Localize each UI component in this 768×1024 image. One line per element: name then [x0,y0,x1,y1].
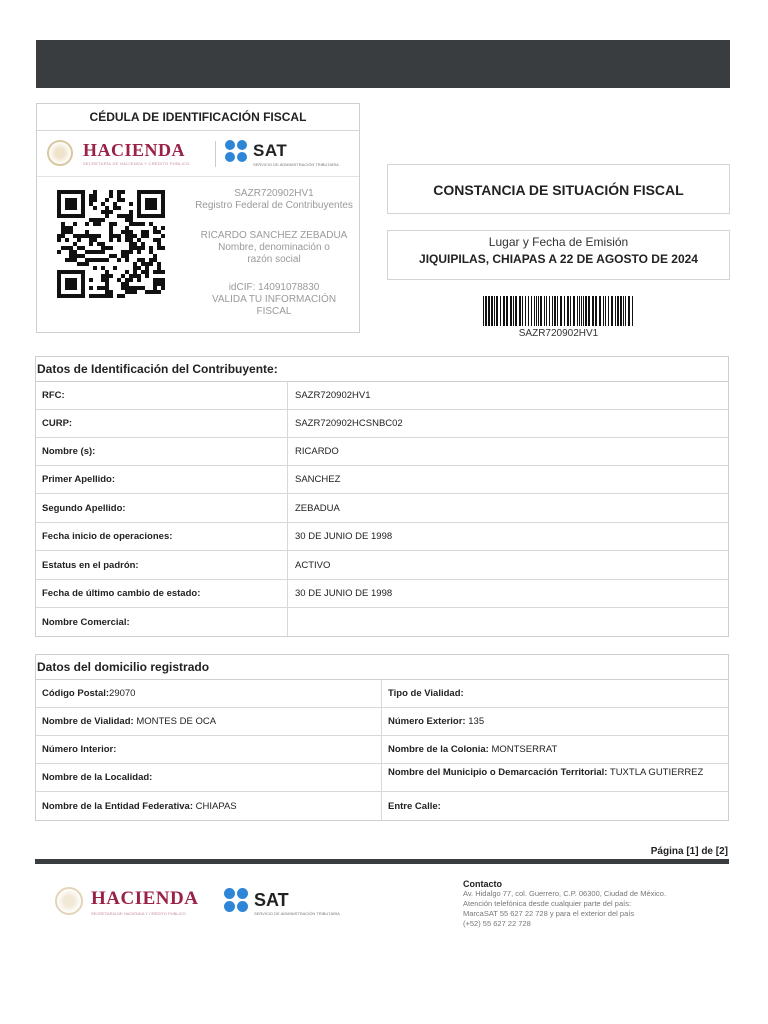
sat-logo: SAT [253,141,288,160]
field-value: 30 DE JUNIO DE 1998 [295,531,393,542]
footer-sat-logo: SAT [254,890,289,910]
colonia-value: MONTSERRAT [491,744,558,755]
footer-hacienda-seal-icon [55,887,83,915]
field-label: Nombre (s): [36,438,288,465]
table-row [36,551,728,580]
vialidad-cell [36,708,382,735]
table-row [36,438,728,466]
field-value [288,608,728,636]
sat-logo-subtitle: SERVICIO DE ADMINISTRACIÓN TRIBUTARIA [253,162,339,167]
table-row [36,736,728,764]
hacienda-logo-subtitle: SECRETARÍA DE HACIENDA Y CRÉDITO PÚBLICO [83,161,190,166]
num-ext-label: Número Exterior: [388,716,466,727]
top-header-bar [36,40,730,88]
colonia-label: Nombre de la Colonia: [388,744,489,755]
lugar-label: Lugar y Fecha de Emisión [488,235,629,249]
sat-dots-icon [225,140,247,162]
lugar-value: JIQUIPILAS, CHIAPAS A 22 DE AGOSTO DE 2024 [419,252,698,266]
qr-code-icon [57,190,165,298]
num-int-label: Número Interior: [42,744,117,755]
contacto-line: MarcaSAT 55 627 22 728 y para el exterior del país [463,909,635,918]
municipio-label: Nombre del Municipio o Demarcación Territorial: [388,767,608,778]
localidad-cell [36,764,382,791]
field-value: ACTIVO [295,559,331,571]
contacto-line: Atención telefónica desde cualquier parte del país: [463,899,632,908]
cedula-identificacion-fiscal [36,103,360,333]
cp-label: Código Postal: [42,688,110,699]
footer-hacienda-subtitle: SECRETARÍA DE HACIENDA Y CRÉDITO PÚBLICO [91,911,186,916]
field-value: RICARDO [295,446,339,457]
table-row [36,792,728,820]
lugar-fecha-box [387,230,730,280]
cedula-rfc-label: Registro Federal de Contribuyentes [195,200,353,211]
barcode-icon [483,296,634,326]
table-row [36,608,728,636]
cp-cell [36,680,382,707]
logo-divider [215,141,216,167]
field-label: RFC: [36,382,288,409]
municipio-cell [382,764,728,791]
vialidad-value: MONTES DE OCA [136,716,217,727]
num-ext-value: 135 [468,716,485,727]
cedula-idcif: idCIF: 14091078830 [228,282,320,293]
field-value: 30 DE JUNIO DE 1998 [295,588,393,599]
field-label: Nombre Comercial: [36,608,288,636]
cedula-rfc: SAZR720902HV1 [234,188,314,199]
table-row [36,410,728,438]
entre-calle-label: Entre Calle: [388,800,441,812]
hacienda-seal-icon [47,140,73,166]
entidad-value: CHIAPAS [195,800,237,812]
table-row [36,580,728,608]
num-ext-cell [382,708,728,735]
num-int-cell [36,736,382,763]
table-row [36,466,728,494]
entidad-label: Nombre de la Entidad Federativa: [42,800,193,812]
cedula-valida: VALIDA TU INFORMACIÓN FISCAL [211,294,337,317]
table-row [36,382,728,410]
cedula-idcif-block [187,282,361,318]
municipio-value: TUXTLA GUTIERREZ [609,767,704,778]
field-label: CURP: [36,410,288,437]
contacto-block [463,879,723,929]
table-row [36,494,728,523]
cedula-name-block [187,230,361,266]
domicilio-section [35,654,729,821]
field-value: SANCHEZ [295,474,341,485]
tipo-vialidad-cell [382,680,728,707]
identificacion-table [36,382,728,636]
entidad-cell [36,792,382,820]
domicilio-title: Datos del domicilio registrado [36,655,728,680]
barcode-text: SAZR720902HV1 [518,328,599,339]
table-row [36,764,728,792]
entre-calle-cell [382,792,728,820]
footer-bar [35,859,729,864]
cedula-logos [37,131,359,177]
page-number: Página [1] de [2] [650,846,728,857]
identificacion-title: Datos de Identificación del Contribuyente: [36,357,728,382]
field-label: Segundo Apellido: [36,494,288,522]
contacto-line: (+52) 55 627 22 728 [463,919,531,928]
cedula-title: CÉDULA DE IDENTIFICACIÓN FISCAL [37,104,359,131]
field-value: ZEBADUA [295,502,340,514]
field-label: Estatus en el padrón: [36,551,288,579]
table-row [36,523,728,551]
cedula-name: RICARDO SANCHEZ ZEBADUA [200,230,348,241]
document-title: CONSTANCIA DE SITUACIÓN FISCAL [387,164,730,214]
footer-sat-subtitle: SERVICIO DE ADMINISTRACIÓN TRIBUTARIA [254,911,340,916]
cedula-name-label: Nombre, denominación o razón social [218,242,330,265]
field-value: SAZR720902HCSNBC02 [295,418,403,429]
identificacion-section [35,356,729,637]
localidad-label: Nombre de la Localidad: [42,772,153,783]
contacto-title: Contacto [463,879,502,889]
field-value: SAZR720902HV1 [295,390,371,401]
field-label: Fecha inicio de operaciones: [36,523,288,550]
cedula-rfc-block [187,188,361,212]
footer-sat-dots-icon [224,888,248,912]
field-label: Primer Apellido: [36,466,288,493]
table-row [36,680,728,708]
tipo-vialidad-label: Tipo de Vialidad: [388,688,464,699]
colonia-cell [382,736,728,763]
vialidad-label: Nombre de Vialidad: [42,716,134,727]
cp-value: 29070 [109,688,136,699]
contacto-line: Av. Hidalgo 77, col. Guerrero, C.P. 06300, Ciudad de México. [463,889,667,898]
table-row [36,708,728,736]
field-label: Fecha de último cambio de estado: [36,580,288,607]
hacienda-logo: HACIENDA [83,140,186,160]
footer-hacienda-logo: HACIENDA [91,888,199,909]
